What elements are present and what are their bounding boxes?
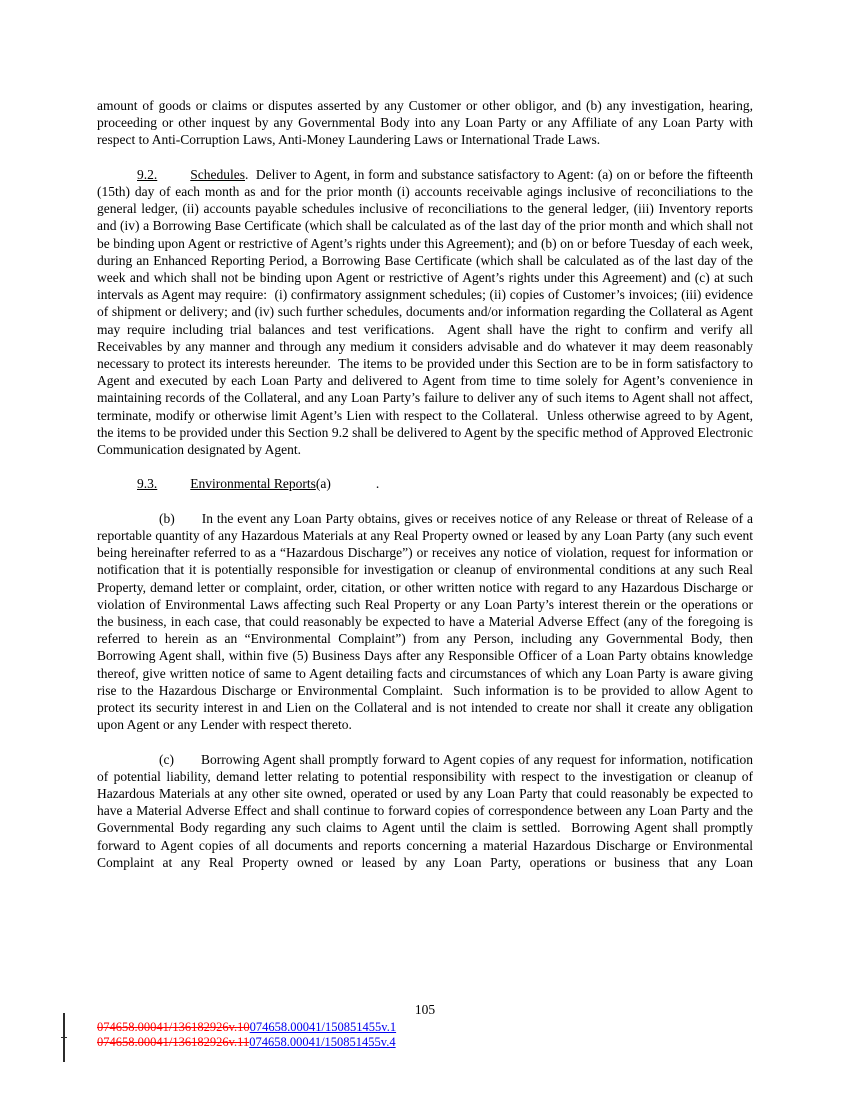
footer-doc-ids bbox=[97, 1020, 396, 1050]
deleted-doc-id: 074658.00041/136182926v.11 bbox=[97, 1035, 250, 1049]
paragraph-c-body: Borrowing Agent shall promptly forward to Agent copies of any request for information, notification of potential liability, demand letter relating to potential responsibility with respect to the investigation or cleanup of Hazardous Materials at any other site owned, operated or used by any Loan Party that could reasonably be expected to have a Material Adverse Effect and shall continue to forward copies of correspondence between any Loan Party and the Governmental Body regarding any such claims to Agent until the claim is settled. Borrowing Agent shall promptly forward to Agent copies of all documents and reports concerning a material Hazardous Discharge or Environmental Complaint at any Real Property owned or leased by any Loan Party, operations or business that any Loan bbox=[97, 751, 757, 870]
paragraph-c-label: (c) bbox=[159, 751, 174, 767]
section-9-2-title: Schedules bbox=[190, 166, 245, 182]
paragraph-c bbox=[97, 751, 757, 871]
inserted-doc-id: 074658.00041/150851455v.1 bbox=[249, 1020, 397, 1034]
section-9-2 bbox=[97, 166, 757, 458]
section-9-3-number: 9.3. bbox=[137, 476, 158, 492]
section-9-3 bbox=[97, 475, 753, 492]
footer-revision-line bbox=[97, 1035, 396, 1050]
footer-revision-line bbox=[97, 1020, 396, 1035]
section-9-3-suffix: (a) bbox=[315, 476, 331, 492]
paragraph-b bbox=[97, 510, 757, 734]
paragraph-b-label: (b) bbox=[159, 510, 175, 526]
revision-change-bar bbox=[63, 1013, 65, 1062]
paragraph-continuation: amount of goods or claims or disputes asserted by any Customer or other obligor, and (b) any investigation, hearing, proceeding or other inquest by any Governmental Body into any Loan Party or any Affiliate of any Loan Party with respect to Anti-Corruption Laws, Anti-Money Laundering Laws or International Trade Laws. bbox=[97, 98, 757, 148]
inserted-doc-id: 074658.00041/150851455v.4 bbox=[249, 1035, 396, 1049]
section-9-3-trailing-period: . bbox=[375, 476, 380, 492]
page-body bbox=[97, 97, 757, 888]
page-number: 105 bbox=[414, 1002, 436, 1017]
paragraph-b-body: In the event any Loan Party obtains, gives or receives notice of any Release or threat of Release of a reportable quantity of any Hazardous Materials at any Real Property owned or leased by any Loan Party (any such event being hereinafter referred to as a “Hazardous Discharge”) or receives any notice of violation, request for information or notification that it is potentially responsible for investigation or cleanup of environmental conditions at any such Real Property, demand letter or complaint, order, citation, or other written notice with regard to any Hazardous Discharge or violation of Environmental Laws affecting such Real Property or any Loan Party’s interest therein or the operations or the business, in each case, that could reasonably be expected to have a Material Adverse Effect (any of the foregoing is referred to herein as an “Environmental Complaint”) from any Person, including any Governmental Body, then Borrowing Agent shall, within five (5) Business Days after any Responsible Officer of a Loan Party obtains knowledge thereof, give written notice of same to Agent detailing facts and circumstances of which any Loan Party is aware giving rise to the Hazardous Discharge or Environmental Complaint. Such information is to be provided to allow Agent to protect its security interest in and Lien on the Collateral and is not intended to create nor shall it create any obligation upon Agent or any Lender with respect thereto. bbox=[97, 510, 757, 733]
section-9-3-title: Environmental Reports bbox=[190, 476, 316, 492]
deleted-doc-id: 074658.00041/136182926v.10 bbox=[97, 1020, 250, 1034]
section-9-2-number: 9.2. bbox=[137, 166, 158, 182]
section-9-2-body: . Deliver to Agent, in form and substance satisfactory to Agent: (a) on or before the fifteenth (15th) day of each month as and for the prior month (i) accounts receivable agings inclusive of reconciliations to the general ledger, (ii) accounts payable schedules inclusive of reconciliations to the general ledger, (iii) Inventory reports and (iv) a Borrowing Base Certificate (which shall be calculated as of the last day of the prior month and which shall not be binding upon Agent or restrictive of Agent’s rights under this Agreement); and (b) on or before Tuesday of each week, during an Enhanced Reporting Period, a Borrowing Base Certificate (which shall be calculated as of the last day of the week and which shall not be binding upon Agent or restrictive of Agent’s rights under this Agreement) and (c) at such intervals as Agent may require: (i) confirmatory assignment schedules; (ii) copies of Customer’s invoices; (iii) evidence of shipment or delivery; and (iv) such further schedules, documents and/or information regarding the Collateral as Agent may require including trial balances and test verifications. Agent shall have the right to confirm and verify all Receivables by any manner and through any medium it considers advisable and do whatever it may deem reasonably necessary to protect its interests hereunder. The items to be provided under this Section are to be in form satisfactory to Agent and executed by each Loan Party and delivered to Agent from time to time solely for Agent’s convenience in maintaining records of the Collateral, and any Loan Party’s failure to deliver any of such items to Agent shall not affect, terminate, modify or otherwise limit Agent’s Lien with respect to the Collateral. Unless otherwise agreed to by Agent, the items to be provided under this Section 9.2 shall be delivered to Agent by the specific method of Approved Electronic Communication designated by Agent. bbox=[97, 166, 757, 458]
